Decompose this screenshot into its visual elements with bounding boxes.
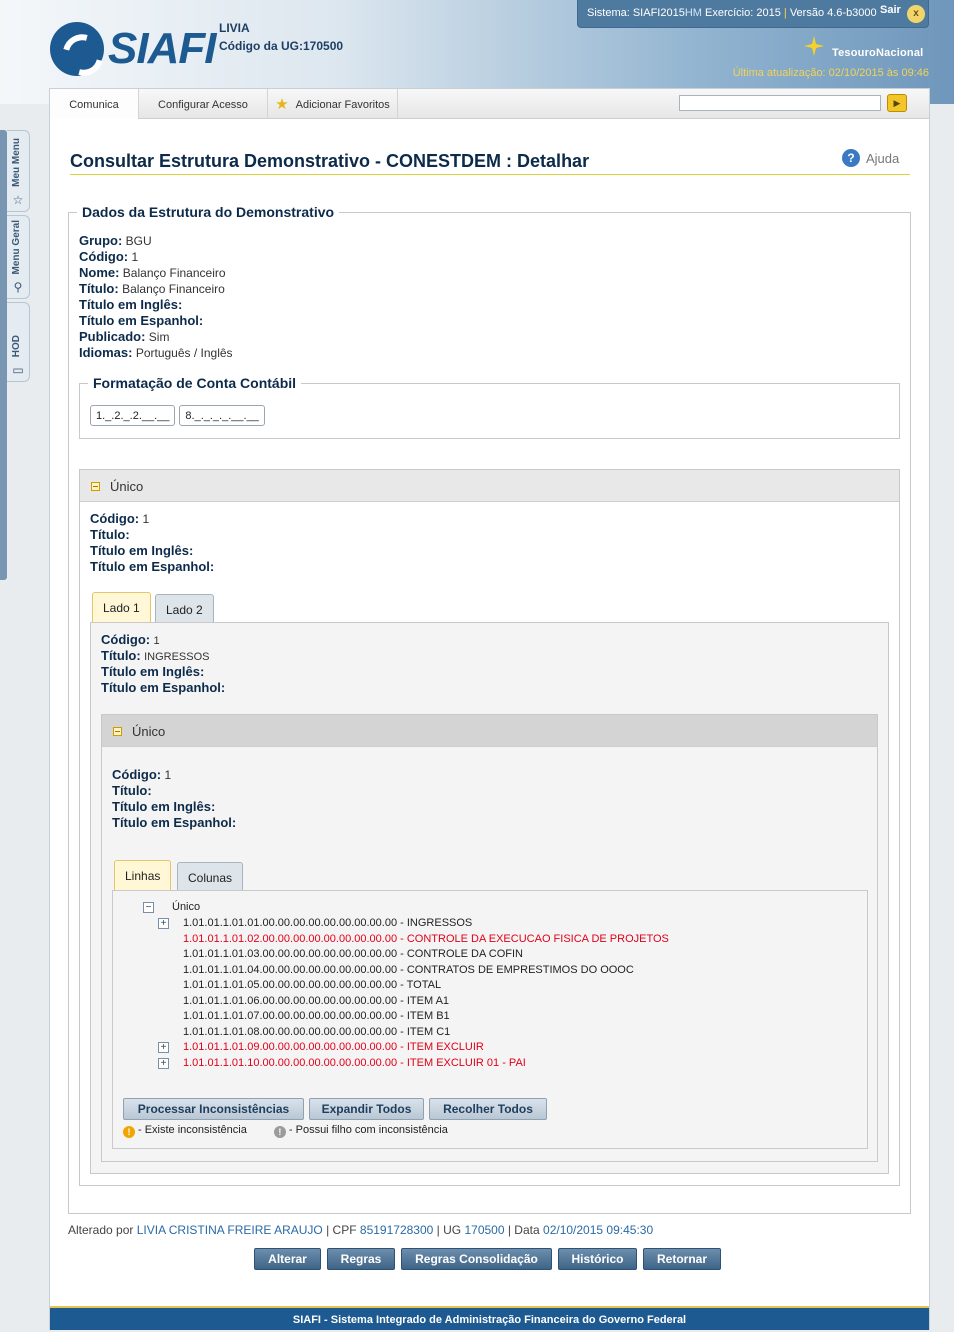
regras-consolidacao-button[interactable]: Regras Consolidação [401, 1248, 552, 1270]
tree-root[interactable]: Único [172, 901, 201, 913]
unico-panel-header[interactable]: Único [80, 470, 899, 502]
tree-item[interactable]: 1.01.01.1.01.02.00.00.00.00.00.00.00.00.00 - CONTROLE DA EXECUCAO FISICA DE PROJETOS [183, 933, 669, 945]
ug-label: Código da UG: [219, 39, 303, 53]
audit-info: Alterado por LIVIA CRISTINA FREIRE ARAUJO | CPF 85191728300 | UG 170500 | Data 02/10/2015 09:45:30 [68, 1223, 654, 1237]
tree-item[interactable]: 1.01.01.1.01.05.00.00.00.00.00.00.00.00.00 - TOTAL [183, 979, 442, 991]
ug-value: 170500 [303, 39, 344, 53]
retornar-button[interactable]: Retornar [643, 1248, 721, 1270]
processar-inconsistencias-button[interactable]: Processar Inconsistências [123, 1098, 304, 1120]
account-mask: 1._.2._.2.__.__ [90, 405, 175, 426]
expand-tree-icon[interactable]: + [158, 1058, 169, 1069]
collapse-tree-icon[interactable]: − [143, 902, 154, 913]
recolher-todos-button[interactable]: Recolher Todos [429, 1098, 547, 1120]
historico-button[interactable]: Histórico [558, 1248, 637, 1270]
side-tab-menu-geral[interactable]: Menu Geral ⚲ [7, 215, 30, 299]
alterar-button[interactable]: Alterar [254, 1248, 321, 1270]
star-icon: ☆ [12, 193, 24, 207]
unico-subpanel-fields: Código: 1 Título: Título em Inglês: Título em Espanhol: [112, 767, 237, 830]
monitor-icon: ▭ [12, 363, 24, 377]
tree-item[interactable]: 1.01.01.1.01.06.00.00.00.00.00.00.00.00.00 - ITEM A1 [183, 995, 450, 1007]
tree-item[interactable]: 1.01.01.1.01.01.00.00.00.00.00.00.00.00.00 - INGRESSOS [183, 917, 473, 929]
title-divider [70, 174, 910, 175]
side-tab-meu-menu[interactable]: Meu Menu ☆ [7, 130, 30, 212]
footer-bar: SIAFI - Sistema Integrado de Administração Financeira do Governo Federal [50, 1306, 929, 1330]
logout-icon[interactable]: x [907, 5, 925, 23]
main-panel [49, 88, 930, 1330]
warning-icon: ! [123, 1126, 135, 1138]
formatacao-legend: Formatação de Conta Contábil [93, 375, 297, 391]
tree-item[interactable]: 1.01.01.1.01.08.00.00.00.00.00.00.00.00.00 - ITEM C1 [183, 1026, 451, 1038]
tree-item[interactable]: 1.01.01.1.01.07.00.00.00.00.00.00.00.00.00 - ITEM B1 [183, 1010, 450, 1022]
regras-button[interactable]: Regras [327, 1248, 395, 1270]
account-mask: 8._._._._.__.__ [179, 405, 264, 426]
tesouro-nacional-logo: TesouroNacional [800, 34, 930, 64]
dados-legend: Dados da Estrutura do Demonstrativo [82, 204, 335, 220]
side-rail [0, 130, 7, 580]
tab-colunas[interactable]: Colunas [177, 862, 243, 892]
tree-item[interactable]: 1.01.01.1.01.04.00.00.00.00.00.00.00.00.00 - CONTRATOS DE EMPRESTIMOS DO OOOC [183, 964, 634, 976]
tree-item[interactable]: 1.01.01.1.01.10.00.00.00.00.00.00.00.00.00 - ITEM EXCLUIR 01 - PAI [183, 1057, 526, 1069]
search-input[interactable] [679, 95, 881, 111]
unico-subpanel-header[interactable]: Único [102, 715, 877, 747]
warning-gray-icon: ! [274, 1126, 286, 1138]
expand-tree-icon[interactable]: + [158, 1042, 169, 1053]
tab-linhas[interactable]: Linhas [114, 860, 171, 890]
expandir-todos-button[interactable]: Expandir Todos [309, 1098, 424, 1120]
menu-bar [50, 89, 929, 119]
tab-lado-1[interactable]: Lado 1 [92, 592, 151, 622]
collapse-icon[interactable] [91, 482, 100, 491]
system-info-bar: Sistema: SIAFI2015HM Exercício: 2015 | Versão 4.6-b3000 [577, 0, 929, 28]
help-link[interactable]: Ajuda [866, 151, 900, 166]
audit-user: LIVIA CRISTINA FREIRE ARAUJO [136, 1223, 323, 1237]
tree-item[interactable]: 1.01.01.1.01.03.00.00.00.00.00.00.00.00.00 - CONTROLE DA COFIN [183, 948, 523, 960]
tab-lado-2[interactable]: Lado 2 [155, 594, 214, 624]
logout-link[interactable]: Sair [880, 4, 901, 16]
expand-tree-icon[interactable]: + [158, 918, 169, 929]
lado-1-fields: Código: 1 Título: INGRESSOS Título em Inglês: Título em Espanhol: [101, 632, 226, 695]
tree-legend: ! - Existe inconsistência ! - Possui filho com inconsistência [123, 1124, 448, 1138]
user-info [219, 19, 343, 55]
star-icon: ★ [275, 96, 289, 113]
collapse-icon[interactable] [113, 727, 122, 736]
page-title: Consultar Estrutura Demonstrativo - CONESTDEM : Detalhar [70, 151, 590, 171]
help-icon[interactable]: ? [842, 149, 860, 167]
user-name: LIVIA [219, 21, 250, 35]
dados-fields: Grupo: BGU Código: 1 Nome: Balanço Financeiro Título: Balanço Financeiro Título em Inglês: Título em Espanhol: Publicado: Sim Idiomas: Português / Inglês [79, 233, 233, 360]
menu-configurar-acesso[interactable]: Configurar Acesso [139, 89, 268, 119]
last-update: Última atualização: 02/10/2015 às 09:46 [732, 67, 929, 79]
unico-fields: Código: 1 Título: Título em Inglês: Título em Espanhol: [90, 511, 215, 574]
mask-list [90, 405, 269, 426]
side-tab-hod[interactable]: HOD ▭ [7, 302, 30, 382]
linhas-tree [143, 900, 843, 1070]
tree-item[interactable]: 1.01.01.1.01.09.00.00.00.00.00.00.00.00.00 - ITEM EXCLUIR [183, 1041, 484, 1053]
siafi-logo: SIAFI [50, 22, 210, 76]
tree-icon: ⚲ [13, 280, 23, 294]
search-go-button[interactable]: ▶ [887, 94, 907, 112]
menu-comunica[interactable]: Comunica [50, 89, 139, 119]
menu-adicionar-favoritos[interactable]: ★ Adicionar Favoritos [268, 89, 398, 119]
